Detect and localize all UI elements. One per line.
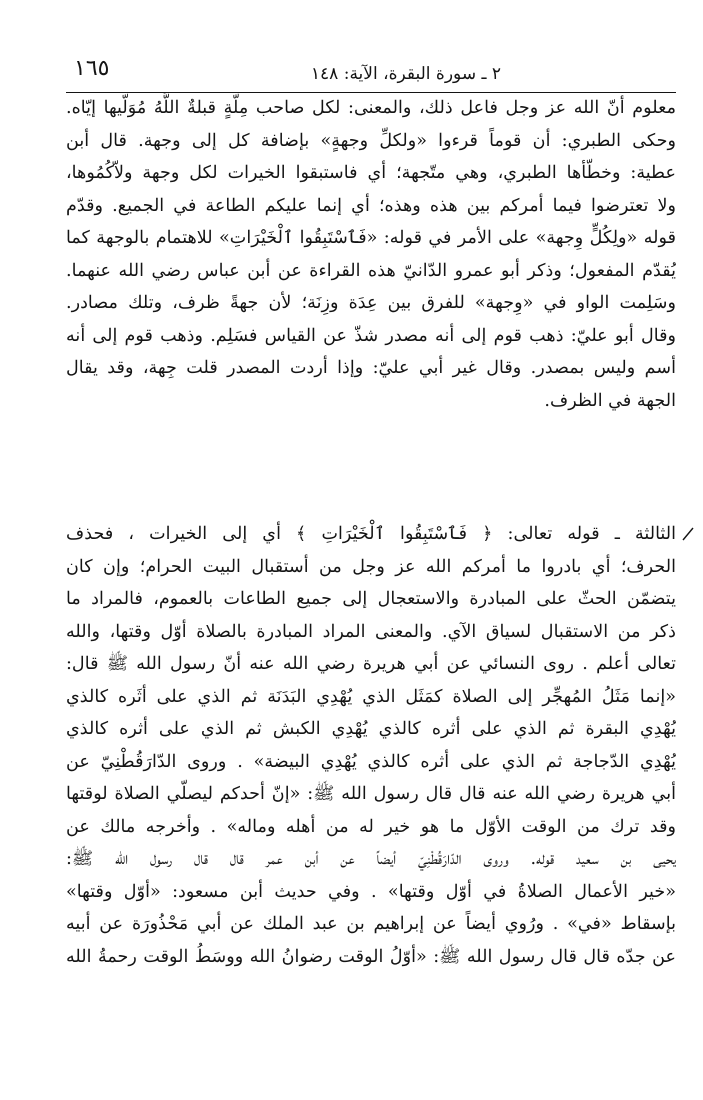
text-line: يتضمّن الحثّ على المبادرة والاستعجال إلى جميع الطاعات بالعموم، فالمراد ما <box>66 589 676 609</box>
text-line: «إنما مَثَلُ المُهجِّر إلى الصلاة كمَثَل الذي يُهْدِي البَدَنَة ثم الذي على أثَره كالذي <box>66 686 676 707</box>
text-line: وسَلِمت الواو في «وِجهة» للفرق بين عِدَة وزِنَة؛ لأن جهةً ظرف، وتلك مصادر. <box>66 293 676 313</box>
text-line: يُهْدِي الدّجاجة ثم الذي على أثره كالذي يُهْدِي البيضة» . وروى الدّارَقُطْنِيّ عن <box>66 751 676 772</box>
text-line: عطية: وخطّأها الطبري، وهي متّجهة؛ أي فاستبقوا الخيرات لكل وجهة ولاّكُمُوها، <box>66 163 676 183</box>
text-line: وقال أبو عليّ: ذهب قوم إلى أنه مصدر شذّ عن القياس فسَلِم. وذهب قوم إلى أنه <box>66 325 676 346</box>
text-line: ذكر من الاستقبال لسياق الآي. والمعنى المراد المبادرة بالصلاة أوّل وقتها، والله <box>66 621 676 642</box>
text-line: يُقدّم المفعول؛ وذكر أبو عمرو الدّانيّ هذه القراءة عن أبن عباس رضي الله عنهما. <box>66 260 676 281</box>
text-line: عن جدّه قال قال رسول الله ﷺ: «أوّلُ الوقت رضوانُ الله ووسَطُ الوقت رحمةُ الله <box>66 946 676 967</box>
text-line: قوله «ولِكُلٍّ وِجهة» على الأمر في قوله: «فَٱسْتَبِقُوا ٱلْخَيْرَاتِ» للاهتمام بالوجهة كما <box>66 228 676 248</box>
paragraph-2 <box>66 518 676 973</box>
text-line: تعالى أعلم . روى النسائي عن أبي هريرة رضي الله عنه أنّ رسول الله ﷺ قال: <box>66 654 676 674</box>
text-line: وحكى الطبري: أن قوماً قرءوا «ولكلِّ وجهةٍ» بإضافة كل إلى وجهة. قال أبن <box>66 130 676 151</box>
paragraph-1 <box>66 92 676 417</box>
running-title: ٢ ـ سورة البقرة، الآية: ١٤٨ <box>310 64 501 84</box>
margin-mark-icon <box>681 526 695 542</box>
text-line: بإسقاط «في» . ورُوي أيضاً عن إبراهيم بن عبد الملك عن أبي مَحْذُورَة عن أبيه <box>66 914 676 934</box>
text-line: يُهْدِي البقرة ثم الذي على أثره كالذي يُهْدِي الكبش ثم الذي على أثره كالذي <box>66 719 676 739</box>
page-header <box>66 54 676 92</box>
page-number: ١٦٥ <box>74 56 110 81</box>
text-line: «خير الأعمال الصلاةُ في أوّل وقتها» . وفي حديث أبن مسعود: «أوّل وقتها» <box>66 881 676 902</box>
text-line: ولا تعترضوا فيما أمركم بين هذه وهذه؛ أي إنما عليكم الطاعة في الجميع. وقدّم <box>66 195 676 216</box>
text-line: الحرف؛ أي بادروا ما أمركم الله عز وجل من أستقبال البيت الحرام؛ وإن كان <box>66 556 676 577</box>
text-line: أسم وليس بمصدر. وقال غير أبي عليّ: وإذا أردت المصدر قلت جِهة، وقد يقال <box>66 358 676 378</box>
text-line: وقد ترك من الوقت الأوّل ما هو خير له من أهله وماله» . وأخرجه مالك عن <box>66 816 676 837</box>
text-line: أبي هريرة رضي الله عنه قال قال رسول الله ﷺ: «إنّ أحدكم ليصلّي الصلاة لوقتها <box>66 784 676 804</box>
text-line: معلوم أنّ الله عز وجل فاعل ذلك، والمعنى: لكل صاحب مِلّةٍ قبلةٌ اللَّهُ مُوَلّيها إيّاه. <box>66 98 676 118</box>
text-line: الجهة في الظرف. <box>544 390 676 411</box>
text-line: يحيى بن سعيد قوله. وروى الدّارَقُطْنِيّ أيضاً عن أبن عمر قال قال رسول الله ﷺ: <box>66 849 676 869</box>
text-line: الثالثة ـ قوله تعالى: ﴿ فَٱسْتَبِقُوا ٱلْخَيْرَاتِ ﴾ أي إلى الخيرات ، فحذف <box>66 524 676 544</box>
